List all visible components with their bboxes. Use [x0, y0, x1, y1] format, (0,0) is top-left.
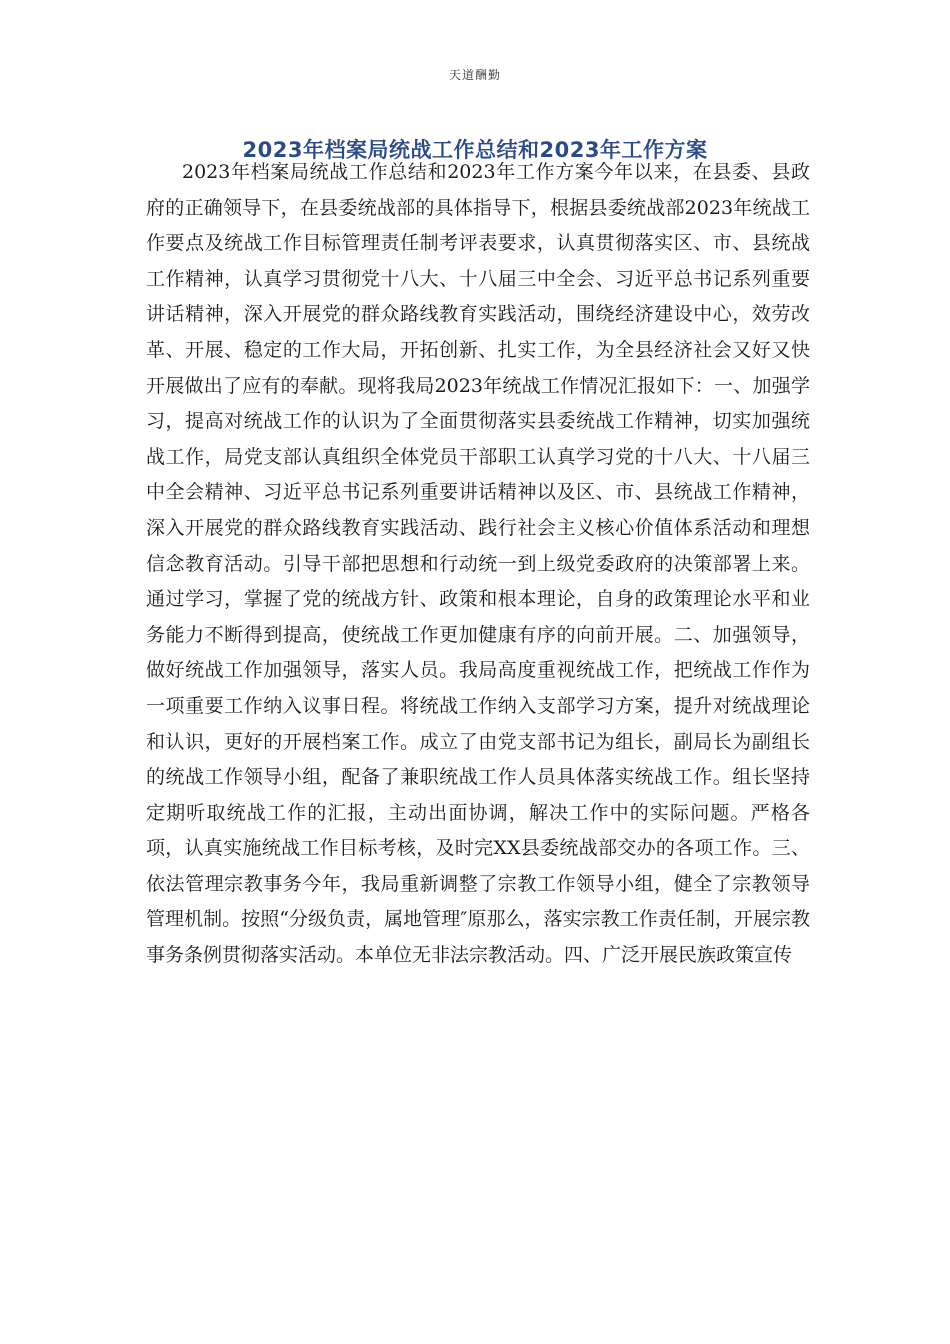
- page-header: 天道酬勤: [448, 68, 501, 82]
- document-title: 2023年档案局统战工作总结和2023年工作方案: [242, 138, 708, 162]
- document-body: 2023年档案局统战工作总结和2023年工作方案今年以来，在县委、县政府的正确领导下，在县委统战部的具体指导下，根据县委统战部2023年统战工作要点及统战工作目标管理责任制考评表要求，认真贯彻落实区、市、县统战工作精神，认真学习贯彻党十八大、十八届三中全会、习近平总书记系列重要讲话精神，深入开展党的群众路线教育实践活动，围绕经济建设中心，效劳改革、开展、稳定的工作大局，开拓创新、扎实工作，为全县经济社会又好又快开展做出了应有的奉献。现将我局2023年统战工作情况汇报如下：一、加强学习，提高对统战工作的认识为了全面贯彻落实县委统战工作精神，切实加强统战工作，局党支部认真组织全体党员干部职工认真学习党的十八大、十八届三中全会精神、习近平总书记系列重要讲话精神以及区、市、县统战工作精神，深入开展党的群众路线教育实践活动、践行社会主义核心价值体系活动和理想信念教育活动。引导干部把思想和行动统一到上级党委政府的决策部署上来。通过学习，掌握了党的统战方针、政策和根本理论，自身的政策理论水平和业务能力不断得到提高，使统战工作更加健康有序的向前开展。二、加强领导，做好统战工作加强领导，落实人员。我局高度重视统战工作，把统战工作作为一项重要工作纳入议事日程。将统战工作纳入支部学习方案，提升对统战理论和认识，更好的开展档案工作。成立了由党支部书记为组长，副局长为副组长的统战工作领导小组，配备了兼职统战工作人员具体落实统战工作。组长坚持定期听取统战工作的汇报，主动出面协调，解决工作中的实际问题。严格各项，认真实施统战工作目标考核，及时完XX县委统战部交办的各项工作。三、依法管理宗教事务今年，我局重新调整了宗教工作领导小组，健全了宗教领导管理机制。按照“分级负责，属地管理″原那么，落实宗教工作责任制，开展宗教事务条例贯彻落实活动。本单位无非法宗教活动。四、广泛开展民族政策宣传: [146, 161, 810, 967]
